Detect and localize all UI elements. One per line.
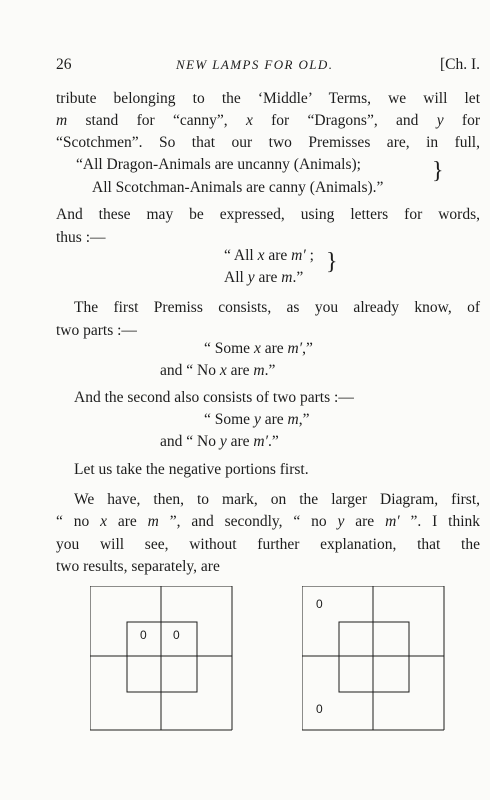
premiss-line: “All Dragon-Animals are uncanny (Animals); <box>76 156 361 173</box>
text-line: two results, separately, are <box>56 558 220 575</box>
text-line: And these may be expressed, using letters for words, <box>56 206 480 223</box>
diagram-inner-square <box>339 622 409 692</box>
text-line: Let us take the negative portions first. <box>74 461 309 478</box>
text-line: tribute belonging to the ‘Middle’ Terms, we will let <box>56 90 480 107</box>
cell-zero-mark: 0 <box>173 628 180 642</box>
text-line: We have, then, to mark, on the larger Diagram, first, <box>74 491 480 508</box>
brace-mark: } <box>326 249 338 275</box>
cell-zero-mark: 0 <box>316 702 323 716</box>
diagram-inner-square <box>127 622 197 692</box>
right-diagram <box>302 586 452 736</box>
formula-line: “ All x are m′ ; <box>224 247 314 264</box>
formula-line: “ Some y are m,” <box>204 411 310 428</box>
brace-mark: } <box>432 158 444 184</box>
text-line: m stand for “canny”, x for “Dragons”, and y for <box>56 112 481 129</box>
formula-line: “ Some x are m′,” <box>204 340 313 357</box>
chapter-label: [Ch. I. <box>439 56 480 73</box>
text-line: The first Premiss consists, as you already know, of <box>74 299 480 316</box>
text-line: “Scotchmen”. So that our two Premisses are, in full, <box>56 134 480 151</box>
premiss-line: All Scotchman-Animals are canny (Animals).” <box>92 179 384 196</box>
cell-zero-mark: 0 <box>316 597 323 611</box>
running-header <box>56 56 480 78</box>
text-line: you will see, without further explanation, that the <box>56 536 480 553</box>
formula-line: All y are m.” <box>224 269 304 286</box>
text-line: thus :— <box>56 229 106 246</box>
running-title: NEW LAMPS FOR OLD. <box>176 57 334 72</box>
text-line: And the second also consists of two parts :— <box>74 389 354 406</box>
formula-line: and “ No y are m′.” <box>160 433 279 450</box>
text-line: two parts :— <box>56 322 137 339</box>
page <box>56 0 480 800</box>
cell-zero-mark: 0 <box>140 628 147 642</box>
text-line: “ no x are m ”, and secondly, “ no y are m′ ”. I think <box>56 513 481 530</box>
left-diagram <box>90 586 240 736</box>
formula-line: and “ No x are m.” <box>160 362 276 379</box>
page-number: 26 <box>56 56 72 73</box>
